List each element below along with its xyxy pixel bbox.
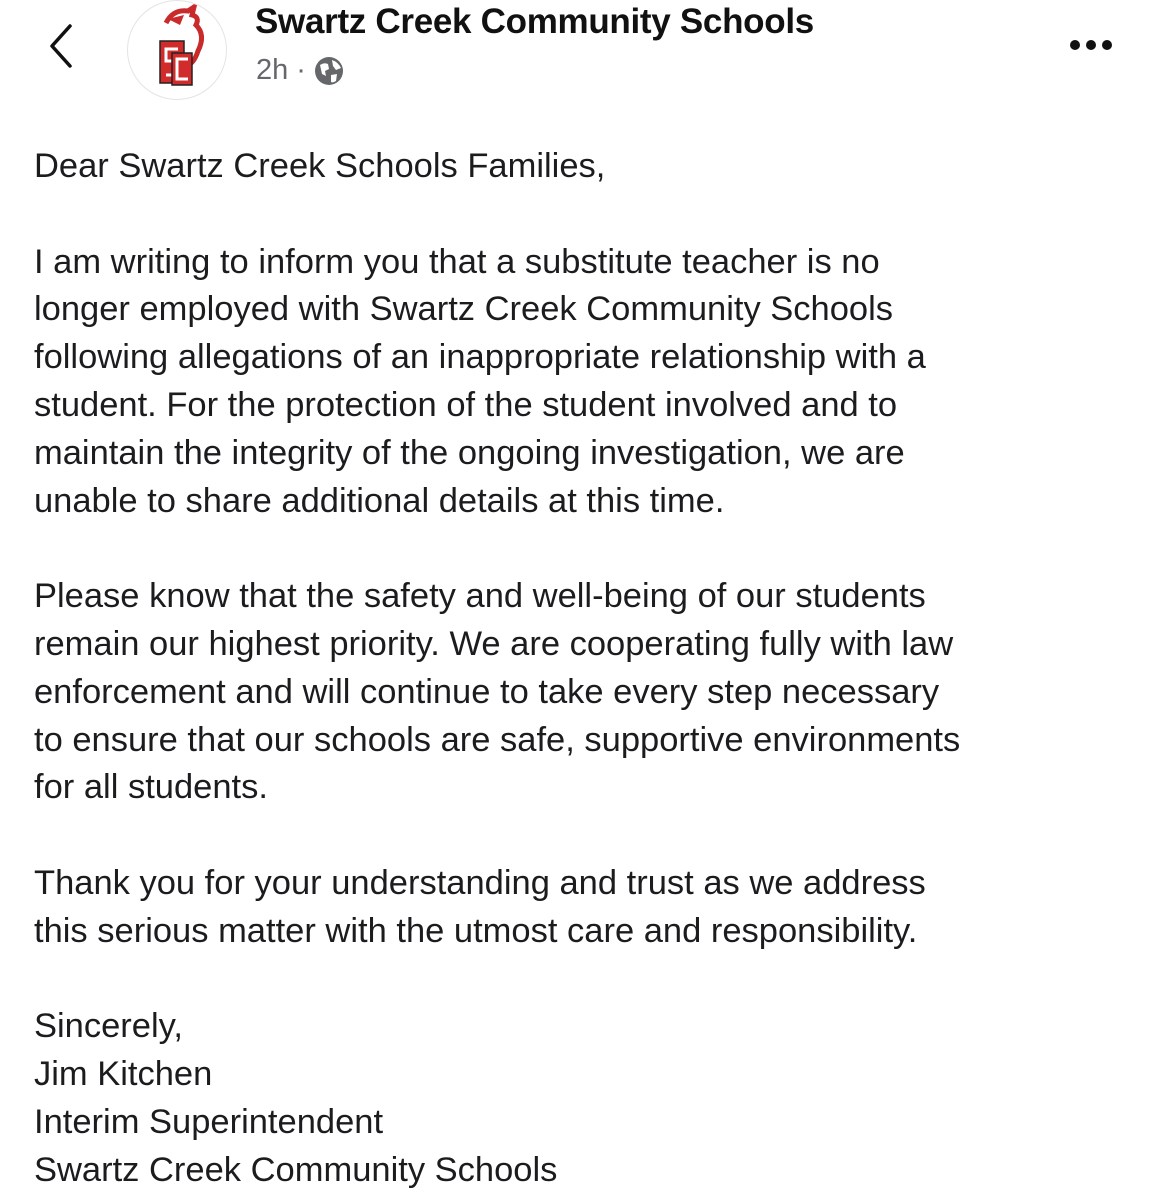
more-options-button[interactable]	[1070, 32, 1126, 58]
post-line: Sincerely,	[34, 1007, 183, 1046]
meta-separator: ·	[296, 54, 306, 86]
page-name-link[interactable]: Swartz Creek Community Schools	[255, 2, 814, 41]
post-line: Thank you for your understanding and trust as we address	[34, 863, 926, 902]
post-line: to ensure that our schools are safe, supportive environments	[34, 720, 961, 759]
post-line: Please know that the safety and well-being of our students	[34, 577, 926, 616]
post-line: Jim Kitchen	[34, 1055, 213, 1094]
post-line: student. For the protection of the student involved and to	[34, 385, 898, 424]
post-line: I am writing to inform you that a substitute teacher is no	[34, 242, 880, 281]
chevron-left-icon	[44, 22, 84, 72]
post-line: Interim Superintendent	[34, 1102, 384, 1141]
dot	[1102, 40, 1112, 50]
post-line: longer employed with Swartz Creek Community Schools	[34, 290, 894, 329]
post-line: Swartz Creek Community Schools	[34, 1150, 558, 1189]
page-avatar[interactable]	[127, 0, 227, 100]
post-line: maintain the integrity of the ongoing investigation, we are	[34, 433, 905, 472]
post-timestamp[interactable]: 2h	[256, 54, 289, 86]
post-line: Dear Swartz Creek Schools Families,	[34, 147, 606, 185]
post-body	[34, 143, 960, 1195]
post-line	[34, 191, 960, 239]
dot	[1070, 40, 1080, 50]
post-line: this serious matter with the utmost care and responsibility.	[34, 911, 918, 950]
post-line	[34, 812, 960, 860]
post-line	[34, 525, 960, 573]
globe-icon[interactable]	[314, 56, 344, 86]
school-logo-icon	[128, 1, 227, 100]
post-line: for all students.	[34, 768, 268, 807]
back-button[interactable]	[44, 22, 84, 72]
post-line: enforcement and will continue to take every step necessary	[34, 672, 940, 711]
post-line: unable to share additional details at this time.	[34, 481, 725, 520]
post-meta	[256, 54, 344, 87]
post-line: remain our highest priority. We are cooperating fully with law	[34, 624, 954, 663]
dot	[1086, 40, 1096, 50]
post-line: following allegations of an inappropriate relationship with a	[34, 338, 926, 377]
post-line	[34, 956, 960, 1004]
